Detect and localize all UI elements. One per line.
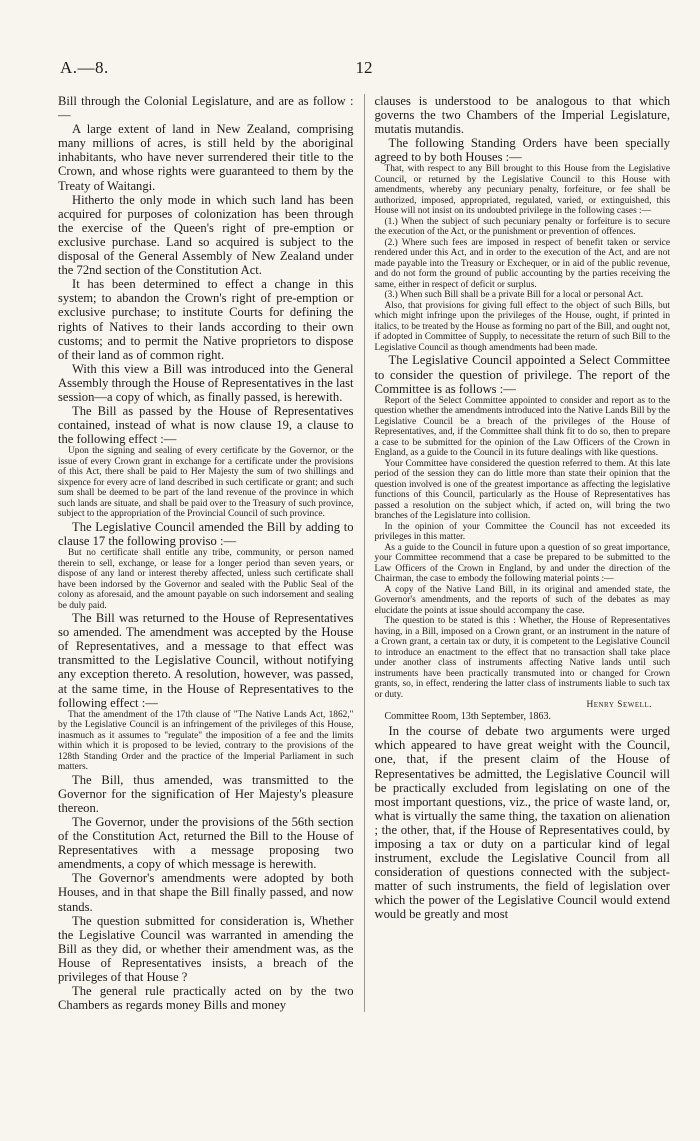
quoted-paragraph: Also, that provisions for giving full effect to the object of such Bills, but which might infringe upon the privileges of the House, ought, if printed in italics, to be treated by the House as forming no part of the Bill, and ought not, if adopted in Committee of Supply, to necessitate the return of such Bill to the Legislative Council as though amendments had been made. <box>374 300 671 353</box>
paragraph: The Bill, thus amended, was transmitted to the Governor for the signification of Her Majesty's pleasure thereon. <box>58 772 354 815</box>
quoted-paragraph: Upon the signing and sealing of every certificate by the Governor, or the issue of every Crown grant in exchange for a certificate under the provisions of this Act, there shall be paid to Her Majesty the sum of two shillings and sixpence for every acre of land described in such certificate or grant; and such sum shall be deemed to be part of the land revenue of the province in which such lands are situate, and shall be paid over to the Treasury of such province, subject to the appropriation of the Provincial Council of such province. <box>58 446 354 520</box>
signature: Henry Sewell. <box>586 700 653 711</box>
paragraph: The following Standing Orders have been specially agreed to by both Houses :— <box>374 136 671 165</box>
quoted-paragraph: Report of the Select Committee appointed to consider and report as to the question whether the amendments introduced into the Native Lands Bill by the Legislative Council be a breach of the privileges of the House of Representatives, and, if the Committee shall think fit to do so, then to prepare a case to be submitted for the opinion of the Law Officers of the Crown in England, as a guide to the Council in its future dealings with like questions. <box>374 395 671 459</box>
paragraph: The Bill as passed by the House of Representatives contained, instead of what is now clause 19, a clause to the following effect :— <box>58 404 354 447</box>
quoted-paragraph: But no certificate shall entitle any tribe, community, or person named therein to sell, exchange, or lease for a longer period than seven years, or dispose of any land or interest thereby affected, unless such certificate shall have been indorsed by the Governor and sealed with the Public Seal of the colony as aforesaid, and the amount payable on such indorsement and sealing be duly paid. <box>58 548 354 611</box>
paragraph: It has been determined to effect a change in this system; to abandon the Crown's right of pre-emption or exclusive purchase; to institute Courts for defining the rights of Natives to their lands according to their own customs; and to permit the Native proprietors to dispose of their land as of common right. <box>58 277 354 362</box>
paragraph: Bill through the Colonial Legislature, and are as follow :— <box>58 94 354 123</box>
paragraph: In the course of debate two arguments were urged which appeared to have great weight with the Council, one, that, if the present claim of the House of Representatives be admitted, the Legislative Council will be practically excluded from legislating on one of the most important questions, viz., the price of waste land, or, what is virtually the same thing, the taxation on alienation ; the other, that, if the House of Representatives could, by imposing a tax or duty on a particular kind of legal instrument, exclude the Legislative Council from all consideration of questions connected with the subject-matter of such instruments, the field of legislation over which the power of the Legislative Council would extend would be greatly and most <box>374 724 671 922</box>
quoted-paragraph: As a guide to the Council in future upon a question of so great importance, your Committee recommend that a case be prepared to be submitted to the Law Officers of the Crown in England, by and under the direction of the Chairman, the case to embody the following material points :— <box>374 542 671 585</box>
quoted-paragraph: The question to be stated is this : Whether, the House of Representatives having, in a Bill, imposed on a Crown grant, or an instrument in the nature of a Crown grant, a certain tax or duty, it is competent to the Legislative Council to introduce an enactment to the effect that no transaction shall take place under another class of instruments affecting Native lands until such instruments have been practically transmuted into or changed for Crown grants, so, in effect, rendering the latter class of instruments liable to such tax or duty. <box>374 616 671 700</box>
paragraph: A large extent of land in New Zealand, comprising many millions of acres, is still held by the aboriginal inhabitants, who have never surrendered their title to the Crown, and whose rights were guaranteed to them by the Treaty of Waitangi. <box>58 122 354 193</box>
paragraph: The Legislative Council amended the Bill by adding to clause 17 the following proviso :— <box>58 519 354 548</box>
text-columns <box>58 94 670 1012</box>
paragraph: Hitherto the only mode in which such land has been acquired for purposes of colonization has been through the exercise of the Queen's right of pre-emption or exclusive purchase. Land so acquired is subject to the disposal of the General Assembly of New Zealand under the 72nd section of the Constitution Act. <box>58 192 354 278</box>
right-column <box>375 94 671 1012</box>
quoted-paragraph: (3.) When such Bill shall be a private Bill for a local or personal Act. <box>384 290 644 301</box>
page-header <box>58 58 670 94</box>
paragraph: With this view a Bill was introduced into the General Assembly through the House of Representatives in the last session—a copy of which, as finally passed, is herewith. <box>58 361 354 404</box>
page-number: 12 <box>355 58 373 77</box>
quoted-paragraph: (1.) When the subject of such pecuniary penalty or forfeiture is to secure the execution of the Act, or the punishment or prevention of offences. <box>374 216 671 238</box>
quoted-paragraph: In the opinion of your Committee the Council has not exceeded its privileges in this matter. <box>374 521 671 543</box>
paragraph: The question submitted for consideration is, Whether the Legislative Council was warranted in amending the Bill as they did, or whether their amendment was, as the House of Representatives insists, a breach of the privileges of that House ? <box>58 913 354 984</box>
paragraph: The Governor, under the provisions of the 56th section of the Constitution Act, returned the Bill to the House of Representatives with a message proposing two amendments, a copy of which message is herewith. <box>58 814 354 872</box>
left-column <box>58 94 354 1012</box>
paragraph: The Bill was returned to the House of Representatives so amended. The amendment was accepted by the House of Representatives, and a message to that effect was transmitted to the Legislative Council, without notifying any exception thereto. A resolution, however, was passed, at the same time, in the House of Representatives to the following effect :— <box>58 611 354 710</box>
quoted-paragraph: That, with respect to any Bill brought to this House from the Legislative Council, or returned by the Legislative Council to this House with amendments, whereby any pecuniary penalty, forfeiture, or fee shall be authorized, imposed, appropriated, regulated, varied, or extinguished, this House will not insist on its undoubted privilege in the following cases :— <box>374 164 671 217</box>
quoted-paragraph: A copy of the Native Land Bill, in its original and amended state, the Governor's amendments, and the reports of such of the debates as may elucidate the points at issue should accompany the case. <box>374 584 671 616</box>
paragraph: The Governor's amendments were adopted by both Houses, and in that shape the Bill finally passed, and now stands. <box>58 871 354 914</box>
paragraph: clauses is understood to be analogous to that which governs the two Chambers of the Imperial Legislature, mutatis mutandis. <box>374 94 671 137</box>
quoted-paragraph: Your Committee have considered the question referred to them. At this late period of the session they can do little more than state their opinion that the question involved is one of the greatest importance as affecting the legislative functions of this Council, particularly as the House of Representatives has passed a resolution on the subject which, if acted on, will bring the two branches of the Legislature into collision. <box>374 458 671 522</box>
quoted-paragraph: That the amendment of the 17th clause of "The Native Lands Act, 1862," by the Legislative Council is an infringement of the privileges of this House, inasmuch as it assumes to "regulate" the imposition of a fee and the limits within which it is proposed to be levied, contrary to the provisions of the 128th Standing Order and the practice of the Imperial Parliament in such matters. <box>58 709 354 773</box>
paragraph: The general rule practically acted on by the two Chambers as regards money Bills and money <box>58 984 354 1013</box>
dateline: Committee Room, 13th September, 1863. <box>384 711 552 723</box>
section-reference: A.—8. <box>60 58 109 77</box>
paragraph: The Legislative Council appointed a Select Committee to consider the question of privilege. The report of the Committee is as follows :— <box>374 353 671 396</box>
column-divider <box>364 94 365 1012</box>
quoted-paragraph: (2.) Where such fees are imposed in respect of benefit taken or service rendered under this Act, and in order to the execution of the Act, and are not made payable into the Treasury or Exchequer, or in aid of the public revenue, and do not form the ground of public accounting by the parties receiving the same, either in respect of deficit or surplus. <box>374 237 671 290</box>
